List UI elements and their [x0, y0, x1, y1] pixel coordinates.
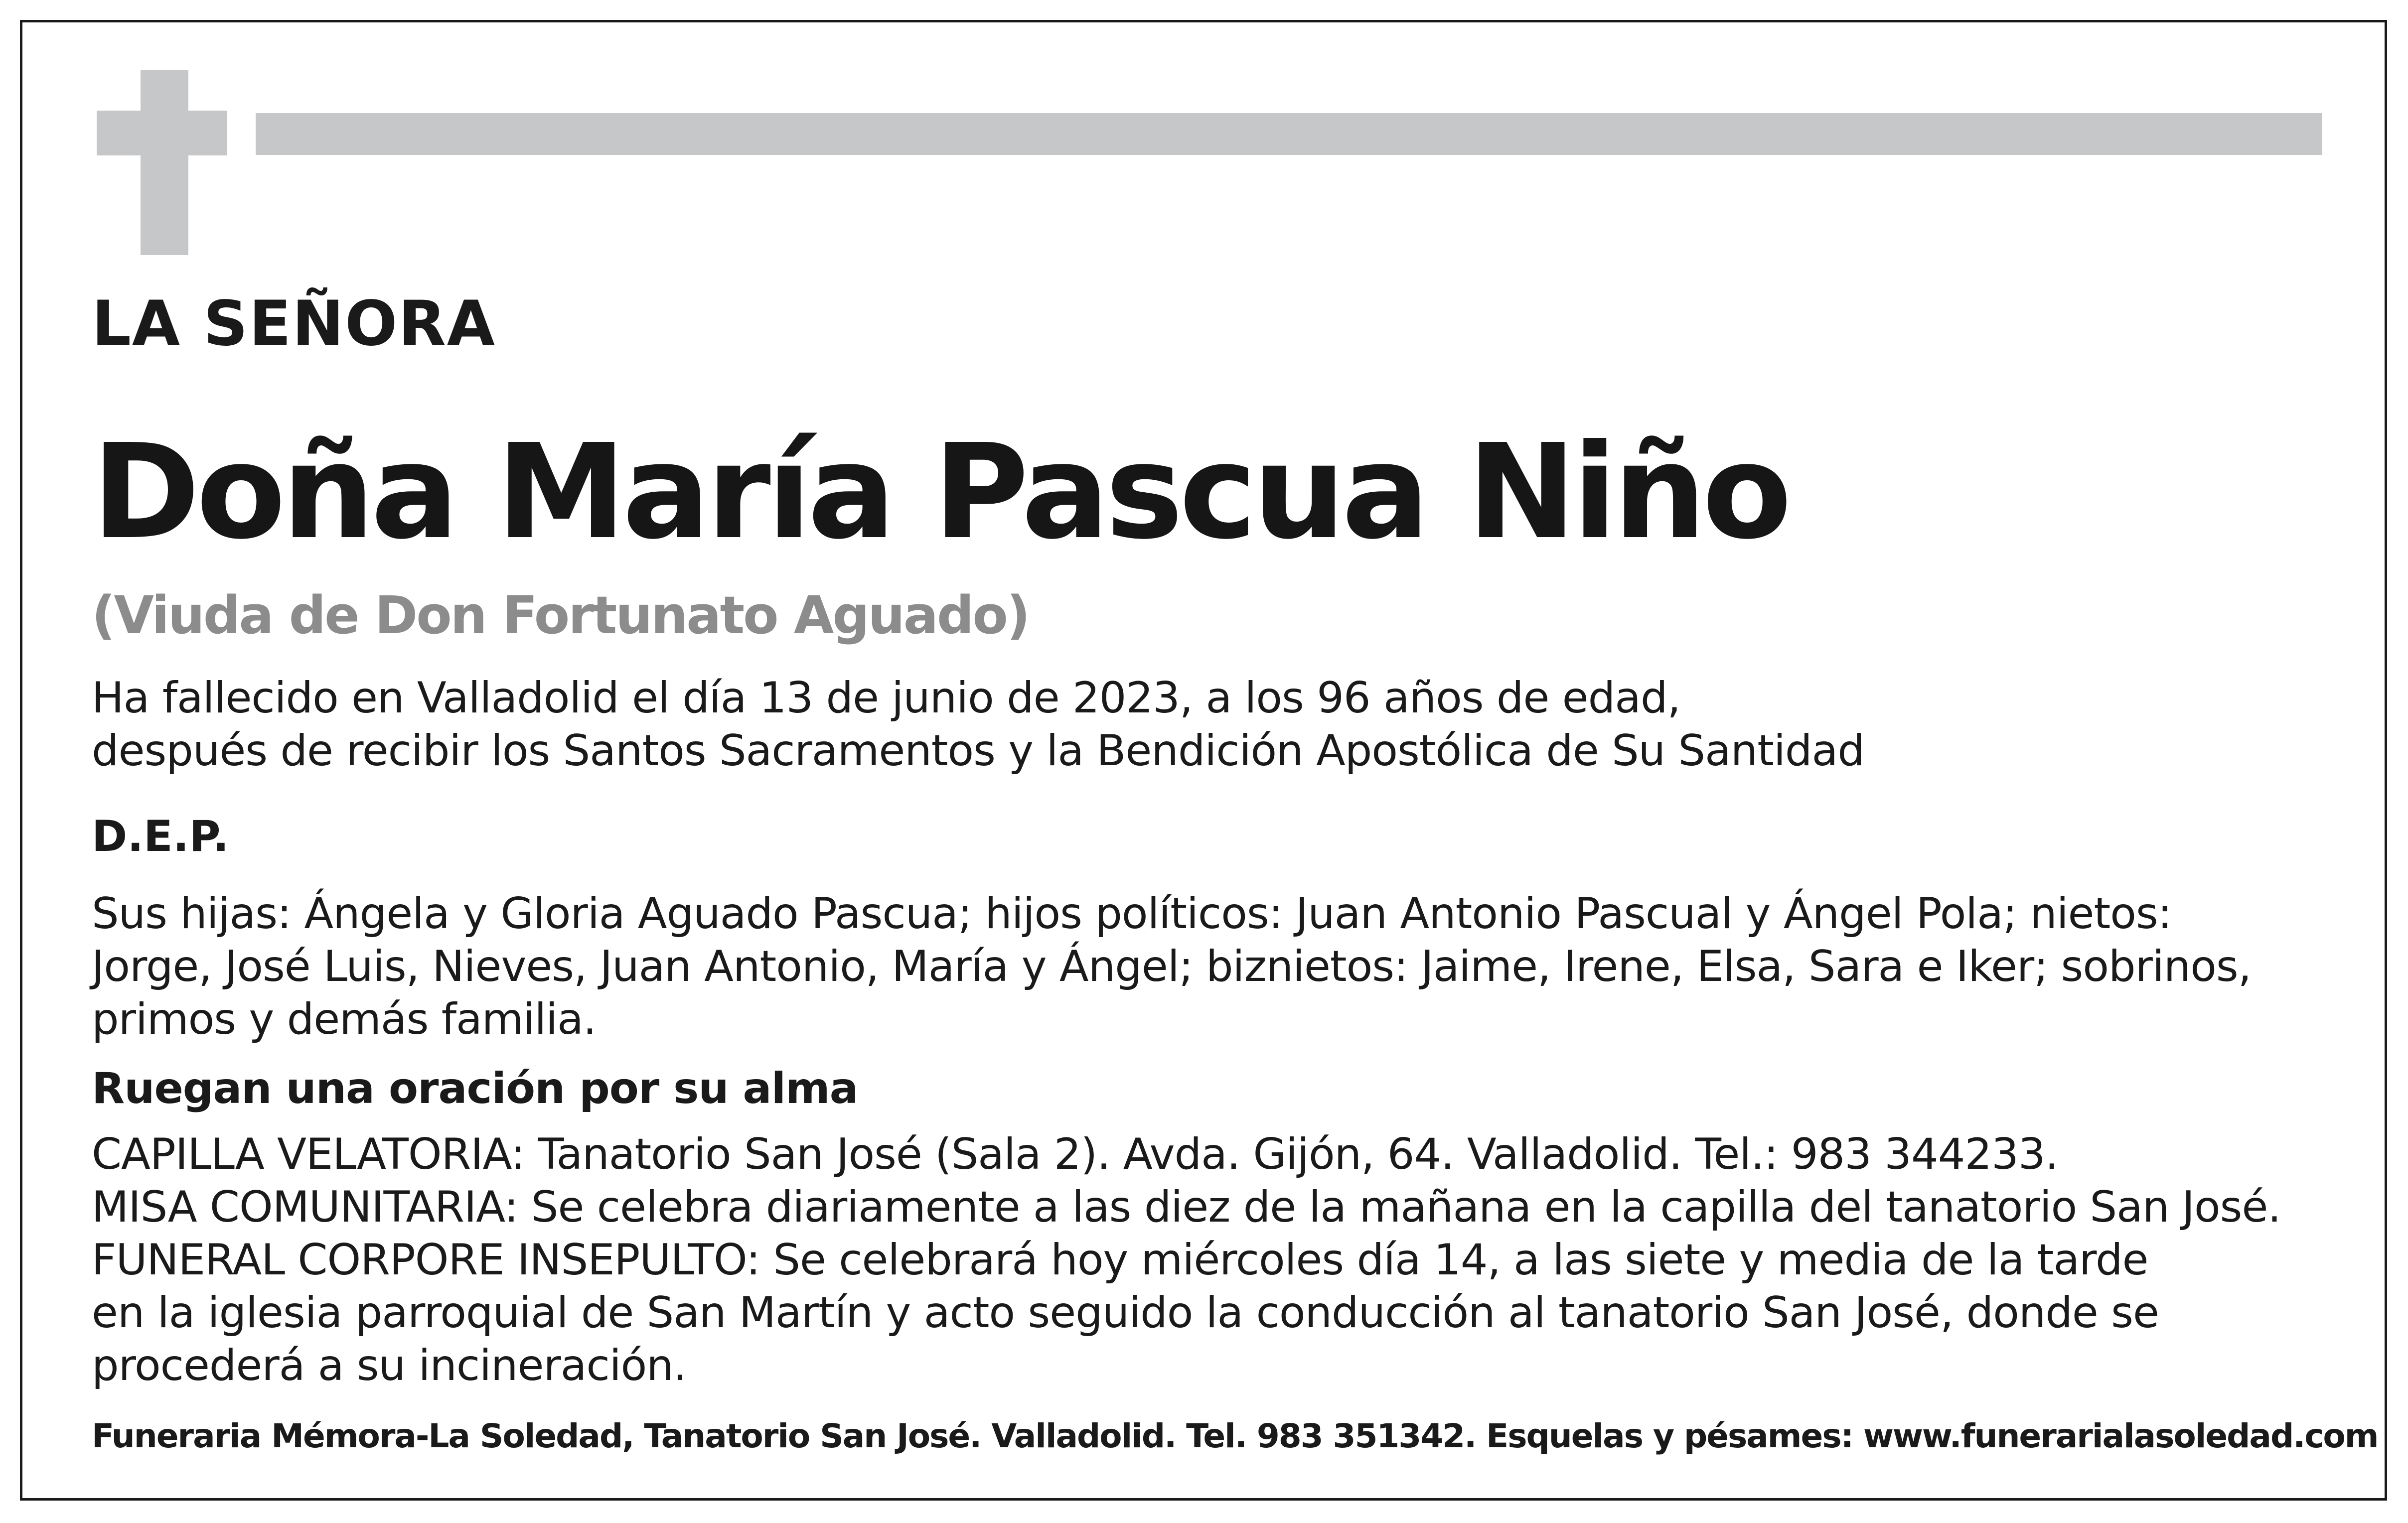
service-line: CAPILLA VELATORIA: Tanatorio San José (Sala 2). Avda. Gijón, 64. Valladolid. Tel.: 983 344233. [92, 1129, 2058, 1179]
service-line: FUNERAL CORPORE INSEPULTO: Se celebrará hoy miércoles día 14, a las siete y media de la tarde [92, 1235, 2148, 1285]
family-line: Sus hijas: Ángela y Gloria Aguado Pascua; hijos políticos: Juan Antonio Pascual y Ángel Pola; nietos: [92, 889, 2172, 939]
funeral-home-footer: Funeraria Mémora-La Soledad, Tanatorio San José. Valladolid. Tel. 983 351342. Esquelas y pésames: www.funerarialasoledad.com [92, 1417, 2378, 1455]
death-line: Ha fallecido en Valladolid el día 13 de junio de 2023, a los 96 años de edad, [92, 673, 1680, 723]
dep-label: D.E.P. [92, 812, 229, 861]
family-line: primos y demás familia. [92, 994, 597, 1044]
cross-horizontal-bar [97, 111, 227, 155]
service-details [92, 1128, 2281, 1392]
widow-subtitle: (Viuda de Don Fortunato Aguado) [92, 585, 1029, 646]
death-announcement [92, 672, 1864, 777]
cross-vertical-bar [141, 70, 188, 255]
notice-lead: LA SEÑORA [92, 288, 496, 360]
service-line: procederá a su incineración. [92, 1341, 687, 1390]
deceased-name: Doña María Pascua Niño [92, 416, 1788, 568]
service-line: MISA COMUNITARIA: Se celebra diariamente a las diez de la mañana en la capilla del tanatorio San José. [92, 1182, 2281, 1232]
family-paragraph [92, 887, 2251, 1046]
header-rule [256, 113, 2322, 155]
death-line: después de recibir los Santos Sacramentos y la Bendición Apostólica de Su Santidad [92, 726, 1864, 776]
service-line: en la iglesia parroquial de San Martín y acto seguido la conducción al tanatorio San José, donde se [92, 1288, 2159, 1338]
prayer-request: Ruegan una oración por su alma [92, 1064, 858, 1113]
family-line: Jorge, José Luis, Nieves, Juan Antonio, María y Ángel; biznietos: Jaime, Irene, Elsa, Sara e Iker; sobrinos, [92, 942, 2252, 991]
